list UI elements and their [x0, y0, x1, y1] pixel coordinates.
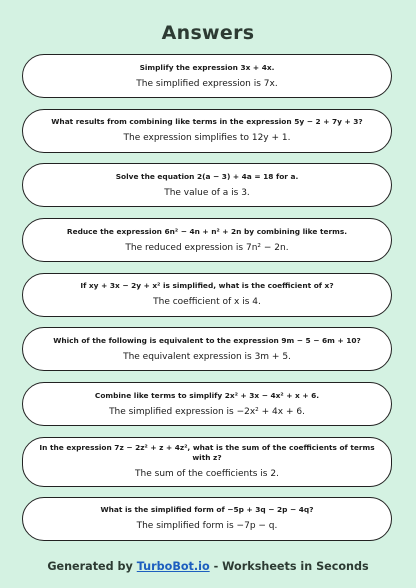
- answer-text: The simplified expression is 7x.: [136, 78, 278, 89]
- question-text: Reduce the expression 6n² − 4n + n² + 2n by combining like terms.: [66, 226, 348, 236]
- answer-card: [22, 163, 392, 207]
- answer-card: [22, 382, 392, 426]
- answer-text: The sum of the coefficients is 2.: [135, 469, 279, 480]
- answer-card: [22, 54, 392, 98]
- answer-list: [22, 54, 392, 552]
- question-text: What results from combining like terms in the expression 5y − 2 + 7y + 3?: [51, 117, 363, 127]
- question-text: Solve the equation 2(a − 3) + 4a = 18 for a.: [115, 171, 299, 181]
- footer-prefix: Generated by: [47, 560, 137, 573]
- answer-text: The expression simplifies to 12y + 1.: [123, 133, 291, 144]
- answer-text: The value of a is 3.: [164, 187, 250, 198]
- question-text: Simplify the expression 3x + 4x.: [139, 62, 275, 72]
- answer-card: [22, 218, 392, 262]
- footer-suffix: - Worksheets in Seconds: [209, 560, 369, 573]
- question-text: In the expression 7z − 2z² + z + 4z², what is the sum of the coefficients of terms with z?: [39, 443, 375, 463]
- answer-text: The simplified expression is −2x² + 4x + 6.: [109, 406, 305, 417]
- answer-card: [22, 497, 392, 541]
- answer-text: The equivalent expression is 3m + 5.: [123, 351, 291, 362]
- page-title: Answers: [161, 22, 255, 44]
- answer-card: [22, 273, 392, 317]
- question-text: Which of the following is equivalent to the expression 9m − 5 − 6m + 10?: [53, 335, 361, 345]
- answer-text: The simplified form is −7p − q.: [136, 521, 278, 532]
- answer-text: The reduced expression is 7n² − 2n.: [125, 242, 289, 253]
- footer: [0, 560, 416, 573]
- turbobot-link[interactable]: TurboBot.io: [136, 560, 210, 573]
- question-text: What is the simplified form of −5p + 3q − 2p − 4q?: [100, 505, 314, 515]
- answer-card: [22, 109, 392, 153]
- question-text: Combine like terms to simplify 2x² + 3x − 4x² + x + 6.: [94, 390, 320, 400]
- question-text: If xy + 3x − 2y + x² is simplified, what is the coefficient of x?: [80, 281, 334, 291]
- answer-card: [22, 437, 392, 487]
- answer-text: The coefficient of x is 4.: [153, 297, 261, 308]
- answer-card: [22, 327, 392, 371]
